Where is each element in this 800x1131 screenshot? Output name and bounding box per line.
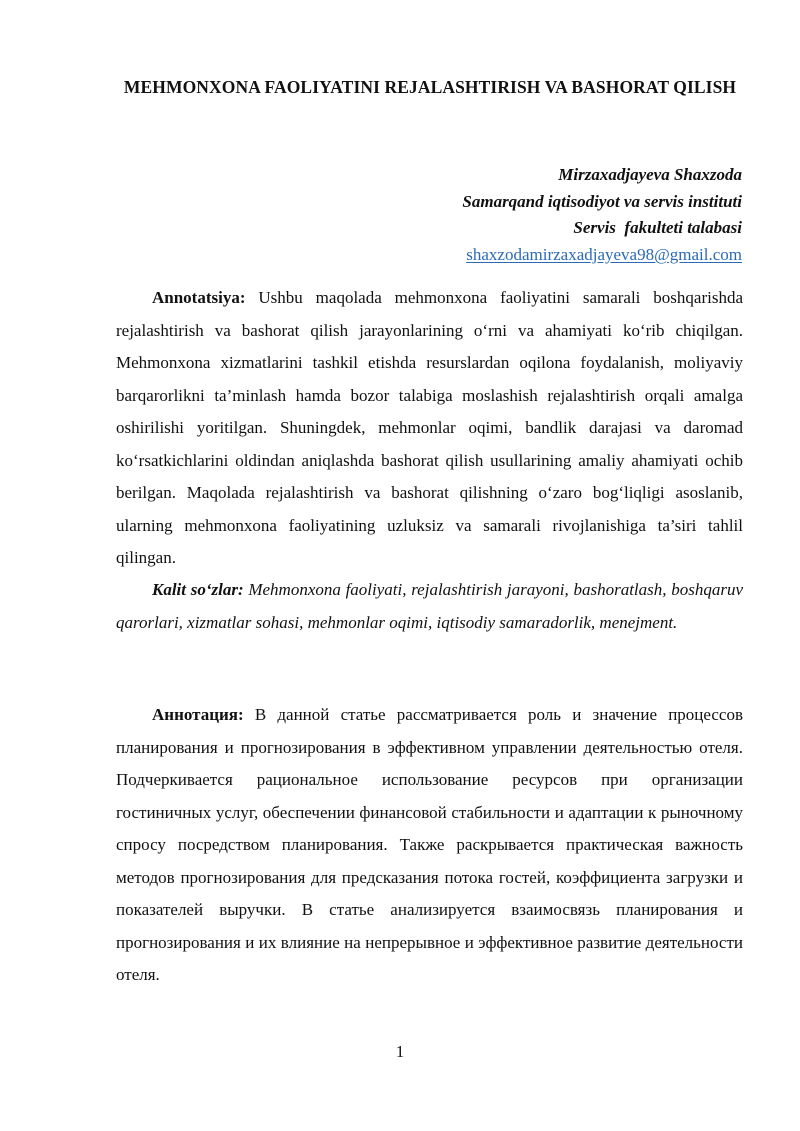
keywords-uz <box>116 574 743 639</box>
author-institution: Samarqand iqtisodiyot va servis instituti <box>462 191 742 211</box>
page-number: 1 <box>395 1042 405 1061</box>
author-block <box>462 162 742 268</box>
author-name: Mirzaxadjayeva Shaxzoda <box>558 165 742 184</box>
article-title: MEHMONXONA FAOLIYATINI REJALASHTIRISH VA BASHORAT QILISH <box>123 77 737 97</box>
author-email-link[interactable]: shaxzodamirzaxadjayeva98@gmail.com <box>466 244 742 264</box>
annotation-ru-label: Аннотация: <box>152 705 244 724</box>
annotation-ru-text: В данной статье рассматривается роль и значение процессов планирования и прогнозирования в эффективном управлении деятельностью отеля. Подчеркивается рациональное использование ресурсов при организации гостиничных услуг, обеспечении финансовой стабильности и адаптации к рыночному спросу посредством планирования. Также раскрывается практическая важность методов прогнозирования для предсказания потока гостей, коэффициента загрузки и показателей выручки. В статье анализируется взаимосвязь планирования и прогнозирования и их влияние на непрерывное и эффективное развитие деятельности отеля. <box>116 705 743 984</box>
author-faculty: Servis fakulteti talabasi <box>573 218 742 237</box>
keywords-uz-label: Kalit so‘zlar: <box>152 580 244 599</box>
annotation-ru <box>116 699 743 992</box>
annotation-uz-label: Annotatsiya: <box>152 288 246 307</box>
annotation-uz-text: Ushbu maqolada mehmonxona faoliyatini samarali boshqarishda rejalashtirish va bashorat qilish jarayonlarining o‘rni va ahamiyati ko‘rib chiqilgan. Mehmonxona xizmatlarini tashkil etishda resurslardan oqilona foydalanish, moliyaviy barqarorlikni ta’minlash hamda bozor talabiga moslashish rejalashtirish orqali amalga oshirilishi yoritilgan. Shuningdek, mehmonlar oqimi, bandlik darajasi va daromad ko‘rsatkichlarini oldindan aniqlashda bashorat qilish usullarining amaliy ahamiyati ochib berilgan. Maqolada rejalashtirish va bashorat qilishning o‘zaro bog‘liqligi asoslanib, ularning mehmonxona faoliyatining uzluksiz va samarali rivojlanishiga ta’siri tahlil qilingan. <box>116 288 743 567</box>
keywords-uz-text: Mehmonxona faoliyati, rejalashtirish jarayoni, bashoratlash, boshqaruv qarorlari, xizmatlar sohasi, mehmonlar oqimi, iqtisodiy samaradorlik, menejment. <box>116 580 743 632</box>
annotation-uz <box>116 282 743 575</box>
